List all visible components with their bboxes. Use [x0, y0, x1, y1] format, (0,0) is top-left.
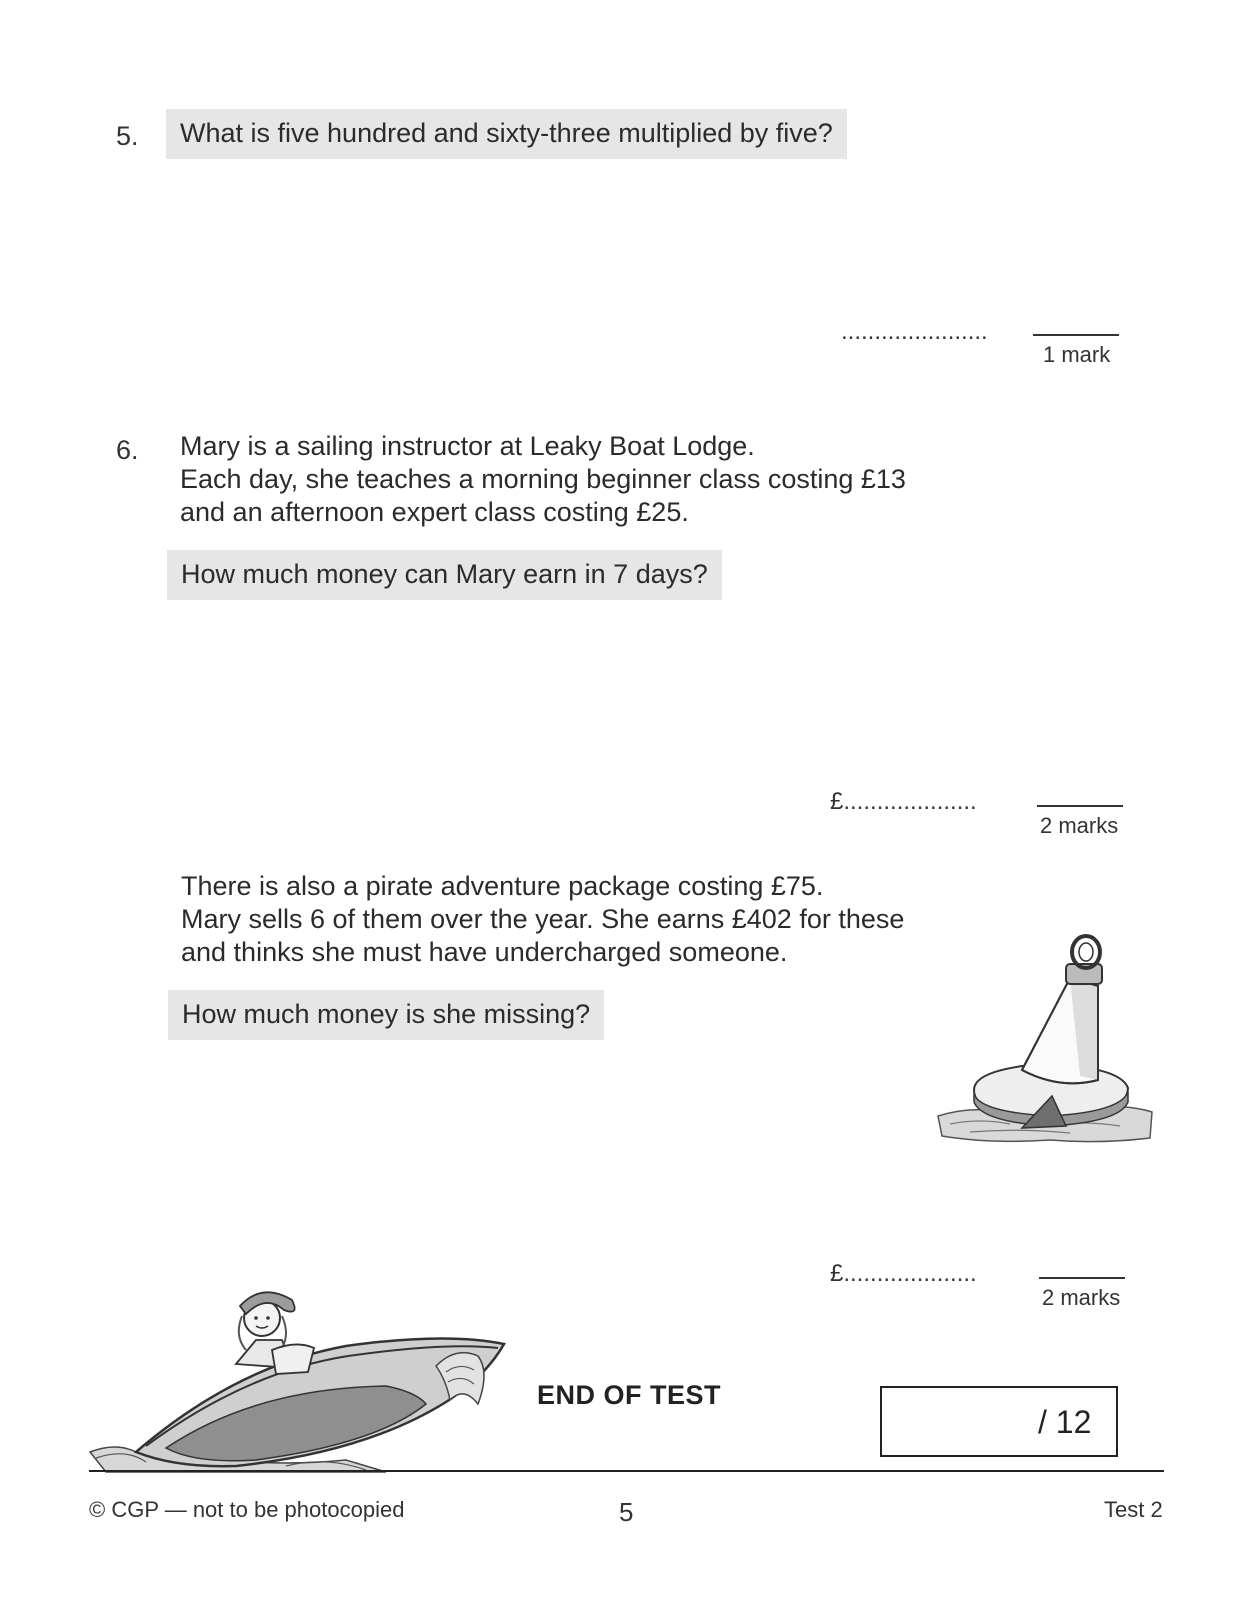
score-total: / 12	[1038, 1404, 1092, 1440]
question-6a-mark-line	[1037, 805, 1123, 807]
question-6b-answer-line[interactable]: £....................	[830, 1260, 977, 1287]
question-6-number: 6.	[116, 435, 139, 465]
question-6b-intro-line-2: Mary sells 6 of them over the year. She earns £402 for these	[181, 904, 905, 934]
question-6a-answer-line[interactable]: £....................	[830, 788, 977, 815]
page-number: 5	[619, 1497, 634, 1527]
question-6b-mark-line	[1039, 1277, 1125, 1279]
question-5-mark-line	[1033, 334, 1119, 336]
question-6-intro-line-1: Mary is a sailing instructor at Leaky Boat Lodge.	[180, 431, 755, 461]
question-6b-prompt: How much money is she missing?	[168, 990, 604, 1040]
question-6b-intro	[181, 870, 904, 969]
question-6a-marks: 2 marks	[1040, 813, 1119, 838]
question-5-answer-line[interactable]: ......................	[841, 318, 988, 345]
question-6-intro-line-2: Each day, she teaches a morning beginner class costing £13	[180, 464, 906, 494]
question-6a-prompt: How much money can Mary earn in 7 days?	[167, 550, 722, 600]
question-6-intro-line-3: and an afternoon expert class costing £25.	[180, 497, 689, 527]
question-6b-marks: 2 marks	[1042, 1285, 1121, 1310]
question-5-number: 5.	[116, 121, 139, 151]
buoy-illustration	[930, 930, 1160, 1150]
footer-test-label: Test 2	[1104, 1497, 1163, 1522]
question-6b-intro-line-3: and thinks she must have undercharged someone.	[181, 937, 788, 967]
question-6-intro	[180, 430, 906, 529]
footer-copyright: © CGP — not to be photocopied	[89, 1497, 405, 1522]
footer-rule	[89, 1470, 1164, 1472]
speedboat-illustration	[86, 1276, 516, 1482]
question-5-marks: 1 mark	[1043, 342, 1111, 367]
end-of-test-label: END OF TEST	[537, 1380, 722, 1410]
question-6b-intro-line-1: There is also a pirate adventure package costing £75.	[181, 871, 824, 901]
question-5-prompt: What is five hundred and sixty-three multiplied by five?	[166, 109, 847, 159]
